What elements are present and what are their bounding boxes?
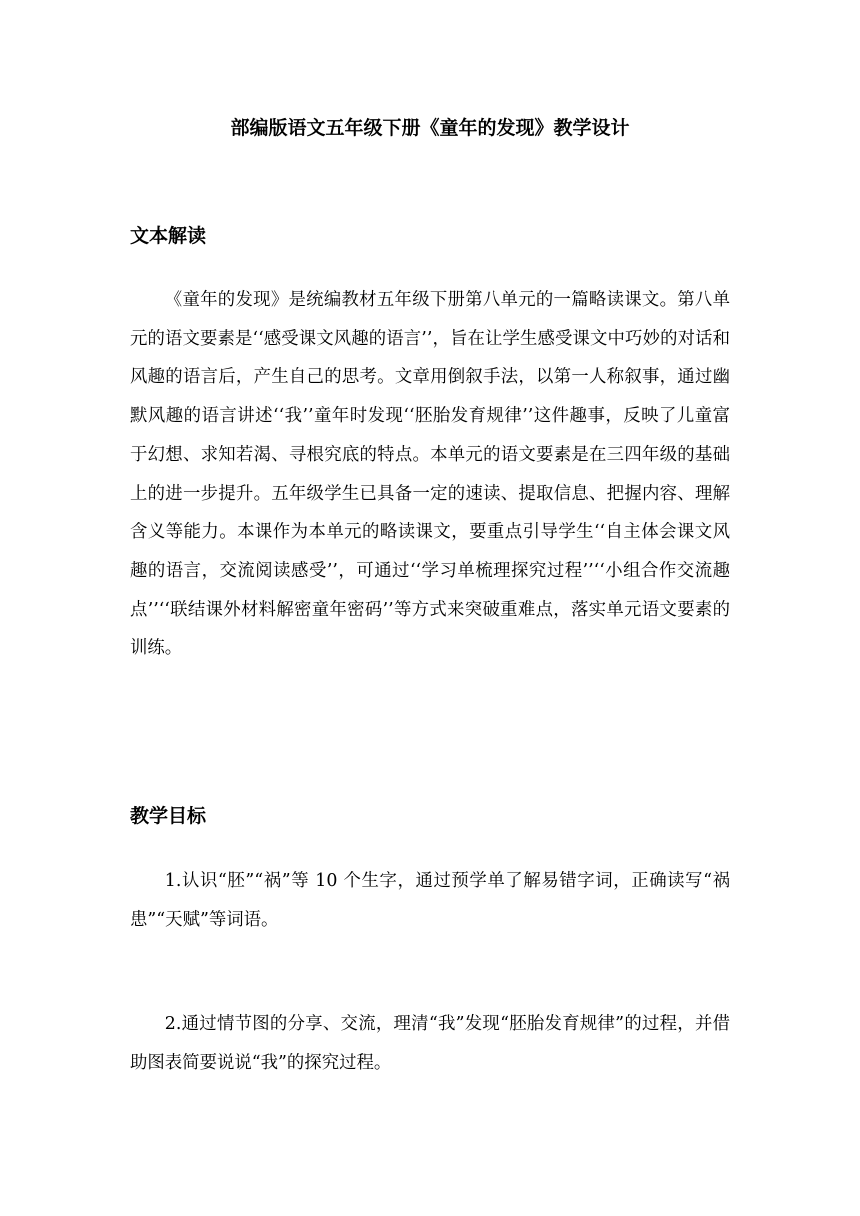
section-heading-text-analysis: 文本解读: [130, 225, 207, 247]
section-heading-teaching-goals: 教学目标: [130, 805, 207, 827]
document-title: 部编版语文五年级下册《童年的发现》教学设计: [230, 117, 630, 139]
paragraph-text-analysis: 《童年的发现》是统编教材五年级下册第八单元的一篇略读课文。第八单元的语文要素是‘‘感受课文风趣的语言’’，旨在让学生感受课文中巧妙的对话和风趣的语言后，产生自己的思考。文章用倒叙手法，以第一人称叙事，通过幽默风趣的语言讲述‘‘我’’童年时发现‘‘胚胎发育规律’’这件趣事，反映了儿童富于幻想、求知若渴、寻根究底的特点。本单元的语文要素是在三四年级的基础上的进一步提升。五年级学生已具备一定的速读、提取信息、把握内容、理解含义等能力。本课作为本单元的略读课文，要重点引导学生‘‘自主体会课文风趣的语言，交流阅读感受’’，可通过‘‘学习单梳理探究过程’’‘‘小组合作交流趣点’’‘‘联结课外材料解密童年密码’’等方式来突破重难点，落实单元语文要素的训练。: [130, 290, 730, 659]
paragraph-goal-1: 1.认识“胚”“祸”等 10 个生字，通过预学单了解易错字词，正确读写“祸患”“天赋”等词语。: [130, 871, 730, 930]
paragraph-goal-2: 2.通过情节图的分享、交流，理清“我”发现“胚胎发育规律”的过程，并借助图表简要说说“我”的探究过程。: [130, 1014, 730, 1073]
